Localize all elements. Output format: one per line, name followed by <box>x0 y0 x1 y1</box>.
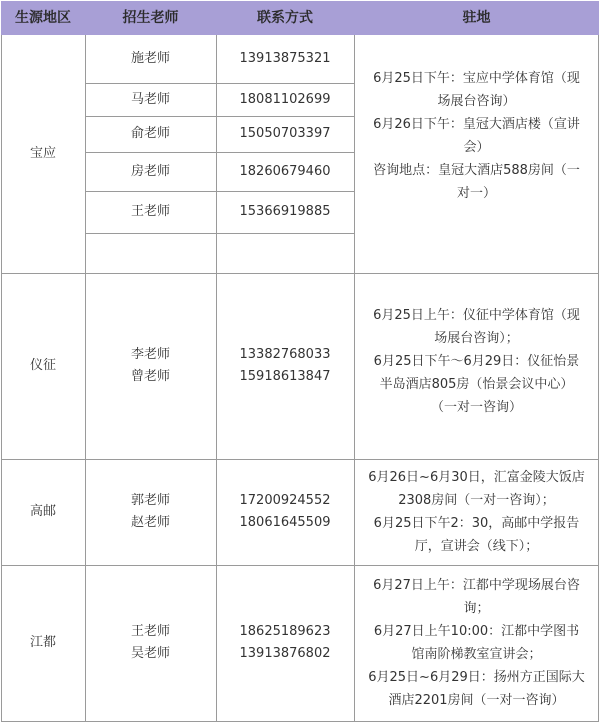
teacher-name: 马老师 <box>130 91 170 107</box>
header-teacher: 招生老师 <box>122 10 179 26</box>
location-line: （一对一咨询） <box>430 400 522 415</box>
phone-list <box>216 565 354 721</box>
location-line: 6月25日~6月29日：扬州方正国际大 <box>368 670 585 685</box>
teacher-phone: 15050703397 <box>239 126 331 141</box>
teacher-phone: 18061645509 <box>239 515 331 530</box>
teacher-phone: 13913875321 <box>239 51 331 66</box>
teacher-phone: 13382768033 <box>239 347 331 362</box>
teacher-phone: 18260679460 <box>239 163 331 179</box>
location-line: 6月26日~6月30日，汇富金陵大饭店 <box>368 470 585 485</box>
phone-list <box>216 459 354 565</box>
teacher-list <box>85 565 216 721</box>
location-line: 6月27日上午：江都中学现场展台咨 <box>373 578 580 593</box>
border-bottom <box>1 721 599 722</box>
location-line: 6月25日下午～6月29日：仪征怡景 <box>373 354 580 369</box>
location-line: 半岛酒店805房（怡景会议中心） <box>379 377 574 392</box>
location-line: 6月25日下午：宝应中学体育馆（现 <box>373 71 580 86</box>
location-line: 厅，宣讲会（线下）； <box>414 539 539 554</box>
location-line: 会） <box>463 140 490 155</box>
header-location: 驻地 <box>462 10 491 26</box>
header-contact: 联系方式 <box>257 10 313 26</box>
location-line: 2308房间（一对一咨询）； <box>398 493 555 508</box>
teacher-name: 吴老师 <box>130 646 170 661</box>
location-line: 6月26日下午：皇冠大酒店楼（宣讲 <box>373 117 580 132</box>
teacher-name: 郭老师 <box>130 493 170 508</box>
teacher-name: 房老师 <box>130 163 170 179</box>
teacher-phone: 13913876802 <box>239 646 331 661</box>
teacher-phone: 18625189623 <box>239 624 331 639</box>
location-line: 咨询地点：皇冠大酒店588房间（一 <box>373 163 580 178</box>
teacher-name: 赵老师 <box>130 515 170 530</box>
location-cell <box>354 304 599 419</box>
location-line: 酒店2201房间（一对一咨询） <box>388 693 565 708</box>
location-line: 6月25日下午2：30，高邮中学报告 <box>373 516 580 531</box>
location-line: 6月27日上午10:00：江都中学图书 <box>373 624 580 639</box>
teacher-name: 王老师 <box>130 204 170 219</box>
subrow-divider <box>85 233 354 234</box>
teacher-phone: 18081102699 <box>239 91 331 107</box>
teacher-name: 李老师 <box>130 347 170 362</box>
location-cell <box>354 574 599 712</box>
teacher-name: 俞老师 <box>130 126 170 141</box>
teacher-name: 曾老师 <box>130 369 170 384</box>
teacher-list <box>85 459 216 565</box>
region-cell: 仪征 <box>29 358 56 373</box>
region-cell: 高邮 <box>29 504 56 519</box>
location-line: 6月25日上午：仪征中学体育馆（现 <box>373 308 580 323</box>
location-line: 馆南阶梯教室宣讲会； <box>411 647 542 662</box>
teacher-phone: 15918613847 <box>239 369 331 384</box>
teacher-name: 施老师 <box>130 51 170 66</box>
phone-list <box>216 273 354 459</box>
location-cell <box>354 67 599 205</box>
location-line: 对一） <box>456 186 496 201</box>
header-region: 生源地区 <box>15 10 71 26</box>
teacher-phone: 15366919885 <box>239 204 331 219</box>
recruitment-table <box>1 1 599 722</box>
location-line: 场展台咨询） <box>437 94 516 109</box>
teacher-name: 王老师 <box>130 624 170 639</box>
location-cell <box>354 466 599 558</box>
region-cell: 宝应 <box>29 146 56 161</box>
teacher-phone: 17200924552 <box>239 493 331 508</box>
location-line: 询； <box>463 601 490 616</box>
location-line: 场展台咨询）； <box>434 331 519 346</box>
teacher-list <box>85 273 216 459</box>
region-cell: 江都 <box>29 635 56 650</box>
